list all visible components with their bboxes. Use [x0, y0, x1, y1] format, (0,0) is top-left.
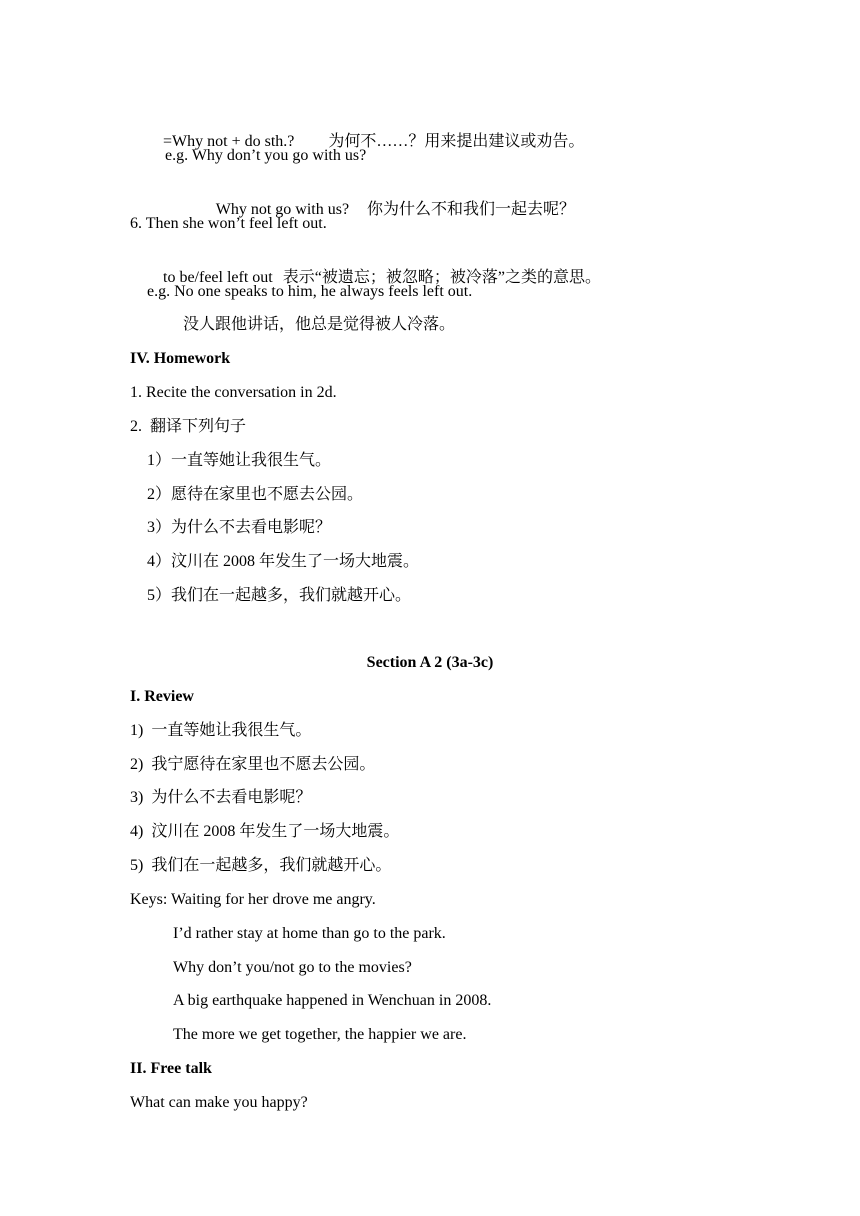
review-heading: I. Review — [130, 688, 194, 705]
key-answer: Why don’t you/not go to the movies? — [173, 959, 412, 976]
left-out-phrase: to be/feel left out — [163, 269, 273, 286]
left-out-meaning: 表示“被遗忘；被忽略；被冷落”之类的意思。 — [282, 269, 601, 286]
free-talk-heading: II. Free talk — [130, 1060, 212, 1077]
homework-sentence: 2）愿待在家里也不愿去公园。 — [147, 486, 364, 503]
homework-sentence: 5）我们在一起越多，我们就越开心。 — [147, 587, 412, 604]
homework-item-2: 2. 翻译下列句子 — [130, 418, 247, 435]
review-item: 2) 我宁愿待在家里也不愿去公园。 — [130, 756, 376, 773]
example-left-out-translation: 没人跟他讲话，他总是觉得被人冷落。 — [183, 316, 456, 333]
why-not-rule: =Why not + do sth.? — [163, 133, 295, 150]
free-talk-question: What can make you happy? — [130, 1094, 308, 1111]
example-why-dont: e.g. Why don’t you go with us? — [165, 147, 367, 164]
why-not-meaning: 为何不……？用来提出建议或劝告。 — [328, 133, 585, 150]
review-item: 1) 一直等她让我很生气。 — [130, 722, 312, 739]
homework-item-1: 1. Recite the conversation in 2d. — [130, 384, 337, 401]
homework-heading: IV. Homework — [130, 350, 231, 367]
section-title: Section A 2 (3a-3c) — [366, 654, 494, 671]
key-answer: I’d rather stay at home than go to the park. — [173, 925, 446, 942]
key-answer: The more we get together, the happier we are. — [173, 1026, 467, 1043]
review-item: 4) 汶川在 2008 年发生了一场大地震。 — [130, 823, 400, 840]
review-item: 3) 为什么不去看电影呢？ — [130, 789, 312, 806]
point-6: 6. Then she won’t feel left out. — [130, 215, 327, 232]
keys-first-line: Keys: Waiting for her drove me angry. — [130, 891, 376, 908]
key-answer: A big earthquake happened in Wenchuan in 2008. — [173, 992, 492, 1009]
homework-sentence: 1）一直等她让我很生气。 — [147, 452, 332, 469]
example-why-not-translation: 你为什么不和我们一起去呢？ — [367, 201, 576, 218]
example-why-not: Why not go with us? — [215, 201, 350, 218]
review-item: 5) 我们在一起越多，我们就越开心。 — [130, 857, 392, 874]
homework-sentence: 3）为什么不去看电影呢？ — [147, 519, 332, 536]
homework-sentence: 4）汶川在 2008 年发生了一场大地震。 — [147, 553, 420, 570]
example-left-out: e.g. No one speaks to him, he always feels left out. — [147, 283, 473, 300]
